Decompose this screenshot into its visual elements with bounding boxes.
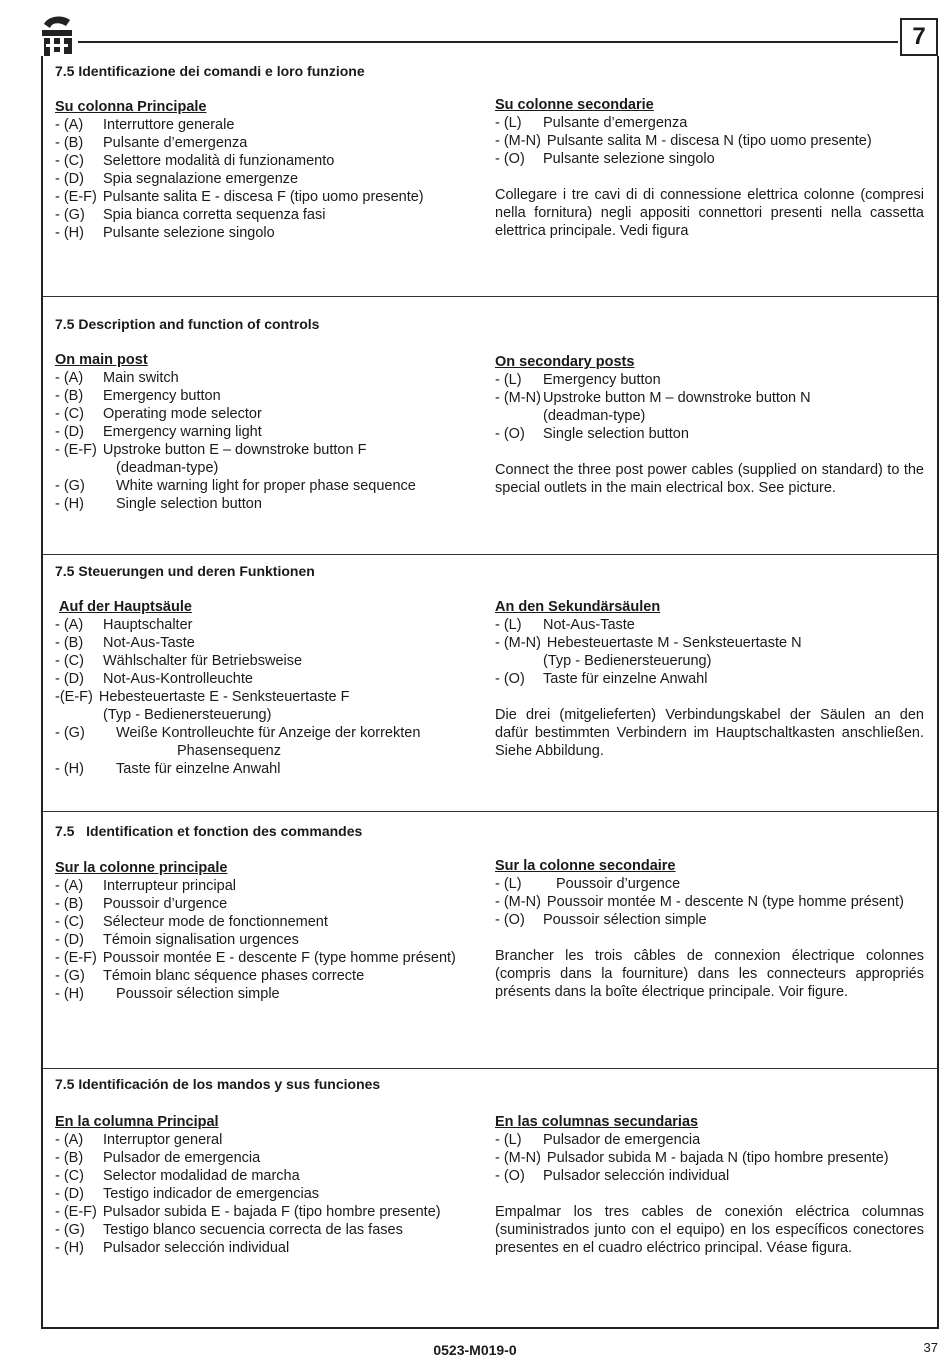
section-title: 7.5 Identificazione dei comandi e loro funzione [55, 63, 365, 79]
section-french [43, 812, 937, 1069]
list-item: - (L) Pulsante d’emergenza [495, 115, 688, 131]
list-item: - (C) Selector modalidad de marcha [55, 1168, 300, 1184]
column-heading: Su colonna Principale [55, 99, 207, 115]
section-spanish [43, 1069, 937, 1327]
column-heading: Sur la colonne secondaire [495, 858, 676, 874]
list-item-continuation: Phasensequenz [177, 743, 281, 759]
list-item: - (O) Single selection button [495, 426, 689, 442]
section-english [43, 297, 937, 555]
column-heading: En las columnas secundarias [495, 1114, 699, 1130]
left-column [55, 351, 495, 513]
list-item: - (E-F) Pulsador subida E - bajada F (tipo hombre presente) [55, 1204, 441, 1220]
list-item: - (A) Interruptor general [55, 1132, 223, 1148]
list-item: - (L) Pulsador de emergencia [495, 1132, 701, 1148]
list-item: - (O) Pulsante selezione singolo [495, 151, 715, 167]
list-item-continuation: (Typ - Bedienersteuerung) [543, 653, 712, 669]
list-item: - (G) White warning light for proper phase sequence [55, 478, 416, 494]
list-item: - (L) Poussoir d’urgence [495, 876, 681, 892]
list-item: - (O) Pulsador selección individual [495, 1168, 730, 1184]
list-item: - (B) Not-Aus-Taste [55, 635, 195, 651]
left-column [55, 98, 495, 242]
paragraph: Die drei (mitgelieferten) Verbindungskabel der Säulen an den dafür bestimmten Verbindern im Hauptschaltkasten anschließen. Siehe Abbildung. [495, 707, 924, 759]
left-column [55, 1113, 495, 1257]
list-item: - (A) Hauptschalter [55, 617, 193, 633]
column-heading: Su colonne secondarie [495, 97, 654, 113]
list-item: - (G) Spia bianca corretta sequenza fasi [55, 207, 326, 223]
list-item: - (E-F) Upstroke button E – downstroke button F [55, 442, 367, 458]
list-item: - (C) Operating mode selector [55, 406, 262, 422]
list-item: - (H) Taste für einzelne Anwahl [55, 761, 281, 777]
page-number: 37 [923, 1340, 938, 1355]
paragraph: Empalmar los tres cables de conexión eléctrica columnas (suministrados junto con el equipo) en los específicos conectores presentes en el cuadro eléctrico principal. Véase figura. [495, 1204, 924, 1256]
section-german [43, 555, 937, 812]
section-title: 7.5 Steuerungen und deren Funktionen [55, 563, 315, 579]
list-item: - (D) Témoin signalisation urgences [55, 932, 299, 948]
list-item: - (M-N) Upstroke button M – downstroke button N [495, 390, 811, 406]
frame-bottom-border [41, 1327, 939, 1329]
frame-right-border [937, 56, 939, 1328]
list-item: - (H) Single selection button [55, 496, 262, 512]
list-item: - (G) Témoin blanc séquence phases correcte [55, 968, 365, 984]
list-item: - (M-N) Hebesteuertaste M - Senksteuertaste N [495, 635, 802, 651]
list-item-continuation: (Typ - Bedienersteuerung) [103, 707, 272, 723]
list-item: - (M-N) Pulsador subida M - bajada N (tipo hombre presente) [495, 1150, 889, 1166]
left-column [55, 859, 495, 1003]
list-item: - (M-N) Pulsante salita M - discesa N (tipo uomo presente) [495, 133, 872, 149]
list-item: - (A) Interrupteur principal [55, 878, 236, 894]
section-title: 7.5 Identification et fonction des commandes [55, 823, 363, 839]
column-heading: On secondary posts [495, 354, 635, 370]
column-heading: En la columna Principal [55, 1114, 219, 1130]
list-item: - (M-N) Poussoir montée M - descente N (type homme présent) [495, 894, 904, 910]
list-item: - (B) Pulsante d’emergenza [55, 135, 248, 151]
paragraph: Collegare i tre cavi di di connessione elettrica colonne (compresi nella fornitura) negli appositi connettori presenti nella cassetta elettrica principale. Vedi figura [495, 187, 924, 239]
list-item: - (E-F) Pulsante salita E - discesa F (tipo uomo presente) [55, 189, 424, 205]
list-item: - (L) Not-Aus-Taste [495, 617, 635, 633]
list-item: - (D) Spia segnalazione emergenze [55, 171, 299, 187]
list-item: -(E-F) Hebesteuertaste E - Senksteuertaste F [55, 689, 350, 705]
column-heading: An den Sekundärsäulen [495, 599, 661, 615]
list-item: - (C) Selettore modalità di funzionamento [55, 153, 335, 169]
list-item: - (O) Poussoir sélection simple [495, 912, 707, 928]
list-item-continuation: (deadman-type) [543, 408, 646, 424]
list-item: - (C) Sélecteur mode de fonctionnement [55, 914, 328, 930]
list-item: - (G) Weiße Kontrolleuchte für Anzeige der korrekten [55, 725, 421, 741]
list-item: - (A) Main switch [55, 370, 179, 386]
list-item: - (D) Testigo indicador de emergencias [55, 1186, 320, 1202]
list-item: - (G) Testigo blanco secuencia correcta de las fases [55, 1222, 403, 1238]
column-heading: Sur la colonne principale [55, 860, 228, 876]
brand-logo-icon [38, 14, 78, 58]
list-item: - (L) Emergency button [495, 372, 661, 388]
section-title: 7.5 Description and function of controls [55, 316, 320, 332]
right-column [495, 1113, 924, 1257]
right-column [495, 353, 924, 497]
list-item: - (B) Pulsador de emergencia [55, 1150, 261, 1166]
list-item: - (H) Pulsador selección individual [55, 1240, 290, 1256]
paragraph: Brancher les trois câbles de connexion électrique colonnes (compris dans la fourniture) dans les connecteurs appropriés présents dans la boîte électrique principale. Voir figure. [495, 948, 924, 1000]
right-column [495, 96, 924, 240]
right-column [495, 857, 924, 1001]
list-item: - (A) Interruttore generale [55, 117, 235, 133]
list-item: - (B) Poussoir d’urgence [55, 896, 228, 912]
list-item: - (E-F) Poussoir montée E - descente F (type homme présent) [55, 950, 456, 966]
chapter-number-box: 7 [900, 18, 938, 56]
list-item: - (C) Wählschalter für Betriebsweise [55, 653, 303, 669]
list-item: - (D) Not-Aus-Kontrolleuchte [55, 671, 253, 687]
header-rule [78, 41, 898, 43]
list-item: - (H) Pulsante selezione singolo [55, 225, 275, 241]
list-item-continuation: (deadman-type) [116, 460, 219, 476]
section-title: 7.5 Identificación de los mandos y sus funciones [55, 1076, 381, 1092]
column-heading: On main post [55, 352, 148, 368]
document-code: 0523-M019-0 [433, 1342, 517, 1358]
list-item: - (H) Poussoir sélection simple [55, 986, 280, 1002]
right-column [495, 598, 924, 760]
left-column [55, 598, 495, 778]
list-item: - (D) Emergency warning light [55, 424, 262, 440]
paragraph: Connect the three post power cables (supplied on standard) to the special outlets in the main electrical box. See picture. [495, 462, 924, 496]
column-heading: Auf der Hauptsäule [59, 599, 192, 615]
section-italian [43, 56, 937, 297]
list-item: - (O) Taste für einzelne Anwahl [495, 671, 708, 687]
list-item: - (B) Emergency button [55, 388, 221, 404]
